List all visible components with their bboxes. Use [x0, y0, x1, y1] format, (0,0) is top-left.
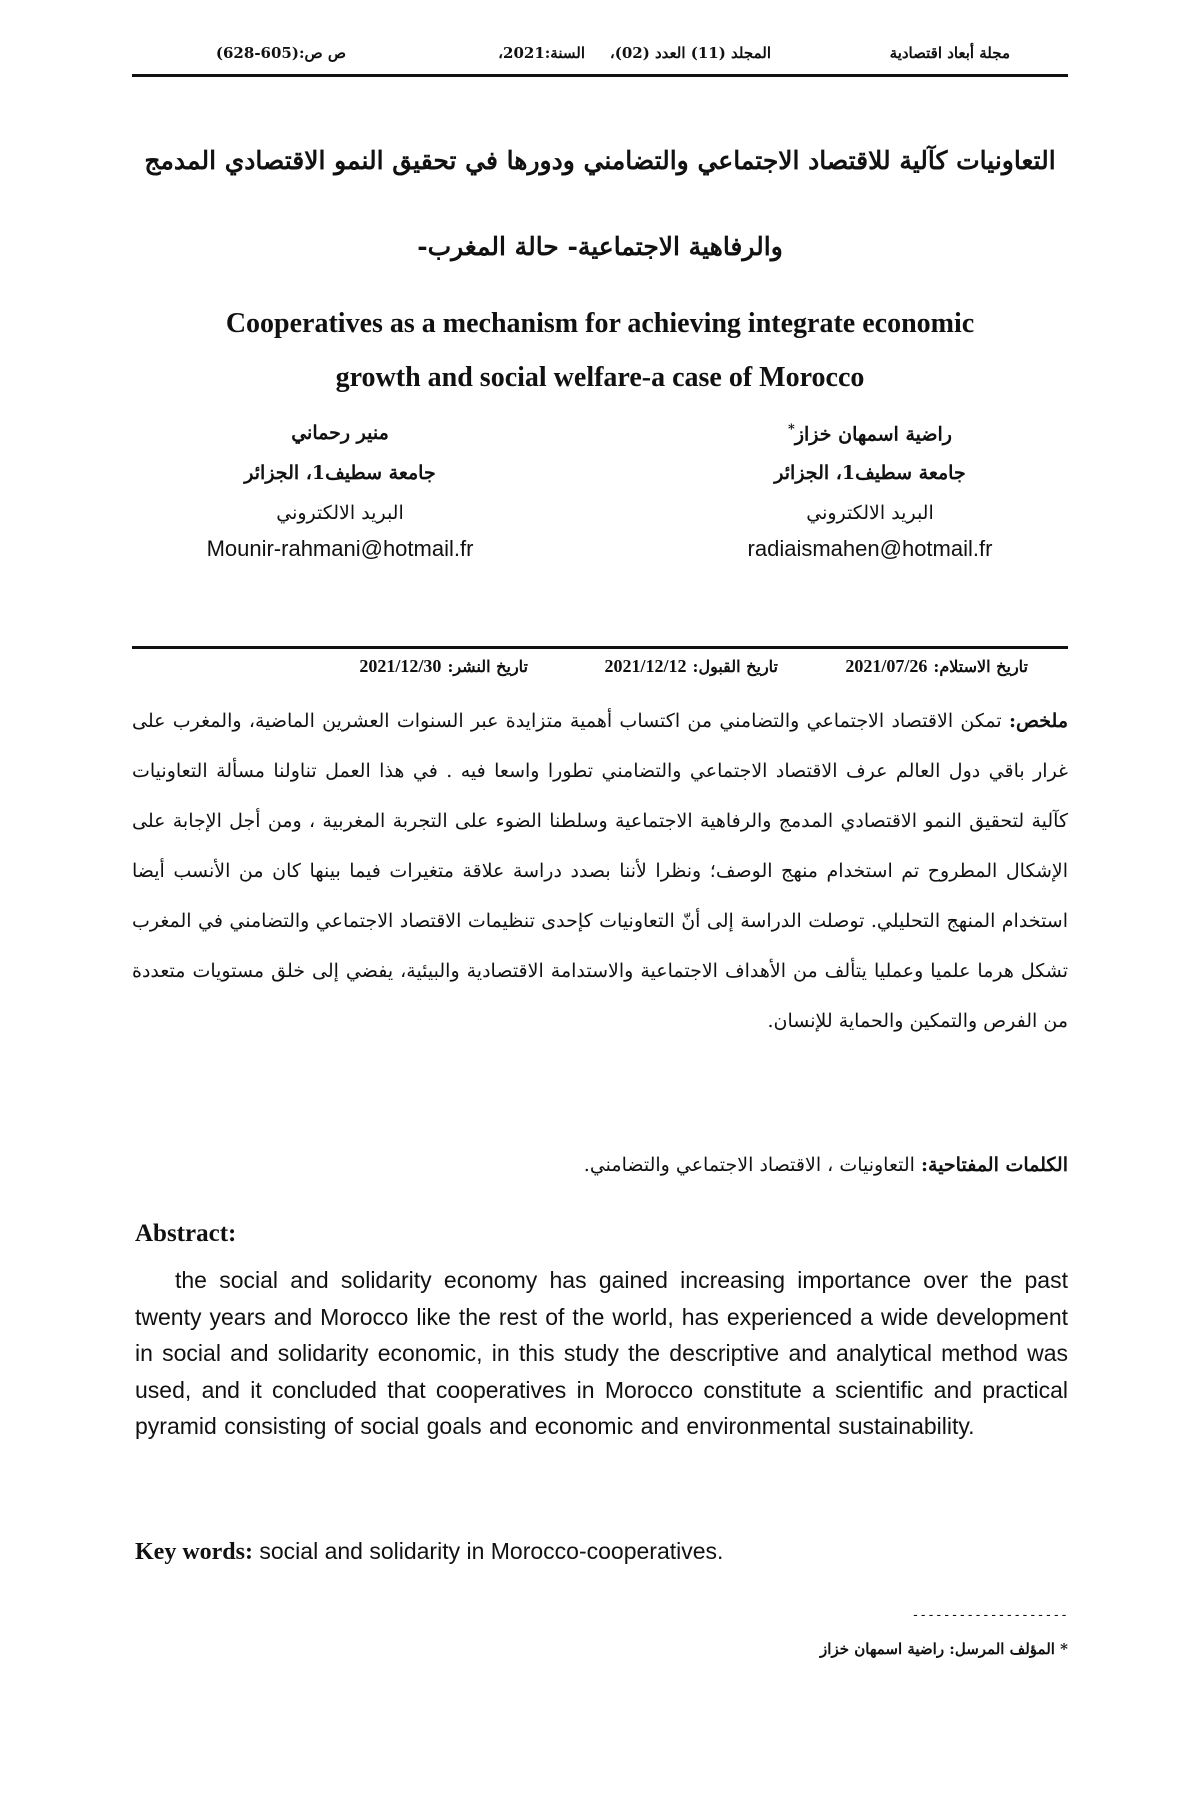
page-range: ص ص:(605-628) [215, 44, 346, 62]
dates-divider [132, 646, 1068, 649]
english-abstract-text: the social and solidarity economy has gained increasing importance over the past twenty years and Morocco like the rest of the world, has experienced a wide development in social and solidarity economic, in this study the descriptive and analytical method was used, and it concluded that cooperatives in Morocco constitute a scientific and practical pyramid consisting of social goals and economic and environmental sustainability. [135, 1267, 1068, 1439]
received-value: 2021/07/26 [845, 656, 928, 676]
footnote: * المؤلف المرسل: راضية اسمهان خزاز [820, 1640, 1068, 1658]
received-label: تاريخ الاستلام: [933, 657, 1028, 676]
arabic-keywords [132, 1154, 1068, 1176]
published-label: تاريخ النشر: [447, 657, 528, 676]
author-block-2 [170, 422, 510, 562]
arabic-abstract [132, 696, 1068, 1046]
english-abstract-heading: Abstract: [135, 1220, 237, 1247]
author-block-1 [700, 422, 1040, 562]
published-date [359, 656, 528, 677]
journal-name: مجلة أبعاد اقتصادية [889, 44, 1010, 62]
running-header [132, 40, 1068, 77]
arabic-title-line-2: والرفاهية الاجتماعية- حالة المغرب- [417, 232, 783, 261]
english-keywords-text: social and solidarity in Morocco-cooperatives. [259, 1538, 724, 1564]
volume-issue: المجلد (11) العدد (02)، [609, 44, 771, 62]
accepted-value: 2021/12/12 [604, 656, 687, 676]
author-affiliation: جامعة سطيف1، الجزائر [244, 462, 436, 484]
author-name-text: راضية اسمهان خزاز [794, 423, 952, 446]
author-name: منير رحماني [291, 422, 389, 444]
footnote-separator: -------------------- [911, 1608, 1068, 1623]
received-date [845, 656, 1028, 677]
author-name [700, 422, 1040, 462]
author-email: radiaismahen@hotmail.fr [747, 536, 993, 561]
article-dates [132, 656, 1068, 686]
author-email: Mounir-rahmani@hotmail.fr [206, 536, 474, 561]
email-label: البريد الالكتروني [276, 502, 404, 524]
publication-year: السنة:2021، [498, 44, 585, 62]
email-label: البريد الالكتروني [806, 502, 934, 524]
arabic-abstract-label: ملخص: [1008, 710, 1068, 732]
english-keywords [135, 1538, 723, 1566]
author-affiliation: جامعة سطيف1، الجزائر [774, 462, 966, 484]
corresponding-author-marker: * [788, 422, 795, 437]
accepted-label: تاريخ القبول: [692, 657, 778, 676]
arabic-abstract-text: تمكن الاقتصاد الاجتماعي والتضامني من اكتساب أهمية متزايدة عبر السنوات العشرين الماضية، والمغرب على غرار باقي دول العالم عرف الاقتصاد الاجتماعي والتضامني تطورا واسعا فيه . في هذا العمل تناولنا مسألة التعاونيات كآلية لتحقيق النمو الاقتصادي المدمج والرفاهية الاجتماعية وسلطنا الضوء على التجربة المغربية ، ومن أجل الإجابة على الإشكال المطروح تم استخدام منهج الوصف؛ ونظرا لأننا بصدد دراسة علاقة متغيرات فيما بينها كان من الأنسب أيضا استخدام المنهج التحليلي. توصلت الدراسة إلى أنّ التعاونيات كإحدى تنظيمات الاقتصاد الاجتماعي والتضامني في المغرب تشكل هرما علميا وعمليا يتألف من الأهداف الاجتماعية والاستدامة الاقتصادية والبيئية، يفضي إلى خلق مستويات متعددة من الفرص والتمكين والحماية للإنسان. [132, 710, 1068, 1032]
english-title-line-2: growth and social welfare-a case of Morocco [335, 362, 865, 393]
arabic-title-line-1: التعاونيات كآلية للاقتصاد الاجتماعي والتضامني ودورها في تحقيق النمو الاقتصادي المدمج [144, 146, 1056, 175]
english-title-line-1: Cooperatives as a mechanism for achieving integrate economic [225, 308, 975, 339]
arabic-keywords-label: الكلمات المفتاحية: [921, 1154, 1068, 1176]
accepted-date [605, 656, 778, 677]
english-keywords-label: Key words: [135, 1539, 253, 1565]
arabic-keywords-text: التعاونيات ، الاقتصاد الاجتماعي والتضامني. [583, 1154, 915, 1176]
published-value: 2021/12/30 [359, 656, 442, 676]
